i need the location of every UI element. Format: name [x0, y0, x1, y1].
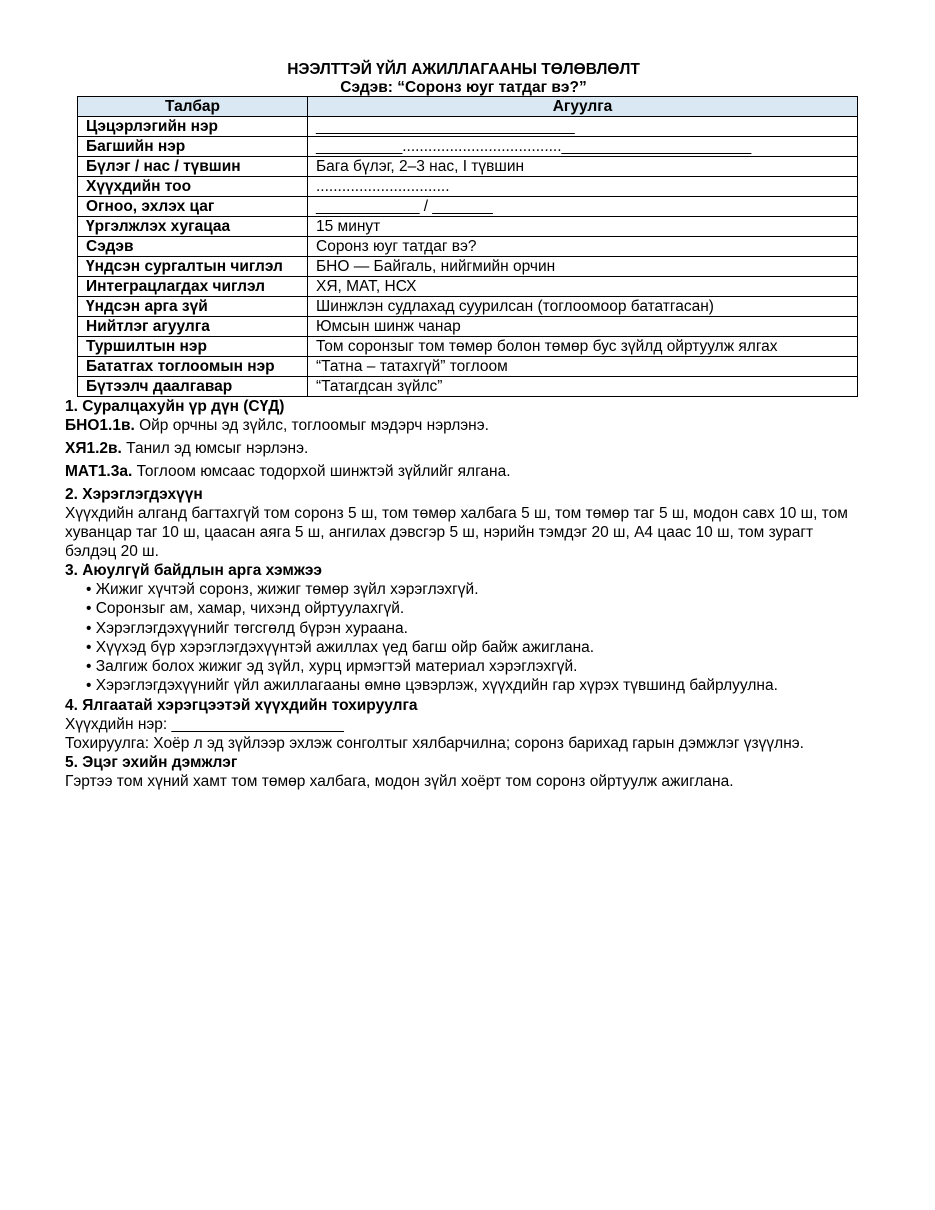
table-row	[78, 197, 858, 217]
field-label: Үндсэн сургалтын чиглэл	[78, 257, 308, 277]
outcome-item	[65, 439, 862, 458]
field-value: ХЯ, МАТ, НСХ	[308, 277, 858, 297]
outcome-item	[65, 462, 862, 481]
outcome-text: Танил эд юмсыг нэрлэнэ.	[121, 440, 309, 457]
outcome-item	[65, 416, 862, 435]
field-value: 15 минут	[308, 217, 858, 237]
materials-text: Хүүхдийн алганд багтахгүй том соронз 5 ш, том төмөр халбага 5 ш, том төмөр таг 5 ш, модон савх 10 ш, том хуванцар таг 10 ш, цаасан аяга 5 ш, ангилах дэвсгэр 5 ш, нэрийн тэмдэг 20 ш, А4 цаас 10 ш, том зурагт бэлдэц 20 ш.	[65, 505, 848, 560]
field-value: Соронз юуг татдаг вэ?	[308, 237, 858, 257]
list-item: • Залгиж болох жижиг эд зүйл, хурц ирмэгтэй материал хэрэглэхгүй.	[86, 658, 578, 676]
safety-list	[65, 580, 862, 696]
outcome-code: БНО1.1в.	[65, 417, 135, 434]
field-value: Бага бүлэг, 2–3 нас, I түвшин	[308, 157, 858, 177]
document-page	[65, 61, 862, 791]
field-label: Бүтээлч даалгавар	[78, 377, 308, 397]
field-label: Хүүхдийн тоо	[78, 177, 308, 197]
section-heading: 3. Аюулгүй байдлын арга хэмжээ	[65, 562, 322, 579]
field-label: Цэцэрлэгийн нэр	[78, 117, 308, 137]
field-label: Сэдэв	[78, 237, 308, 257]
list-item: • Жижиг хүчтэй соронз, жижиг төмөр зүйл хэрэглэхгүй.	[86, 581, 479, 598]
outcome-code: ХЯ1.2в.	[65, 440, 122, 457]
table-row	[78, 237, 858, 257]
field-label: Огноо, эхлэх цаг	[78, 197, 308, 217]
field-label: Бүлэг / нас / түвшин	[78, 157, 308, 177]
materials-section	[65, 485, 862, 561]
field-label: Туршилтын нэр	[78, 337, 308, 357]
field-value: БНО — Байгаль, нийгмийн орчин	[308, 257, 858, 277]
outcome-code: МАТ1.3а.	[65, 463, 133, 480]
outcome-text: Тоглоом юмсаас тодорхой шинжтэй зүйлийг ялгана.	[132, 463, 511, 480]
adjustment-text: Тохируулга: Хоёр л эд зүйлээр эхлэж сонголтыг хялбарчилна; соронз барихад гарын дэмжлэг үзүүлнэ.	[65, 734, 804, 752]
table-row	[78, 217, 858, 237]
section-heading: 4. Ялгаатай хэрэгцээтэй хүүхдийн тохируулга	[65, 696, 418, 714]
table-row	[78, 137, 858, 157]
table-row	[78, 257, 858, 277]
table-row	[78, 157, 858, 177]
table-row	[78, 277, 858, 297]
table-row	[78, 297, 858, 317]
document-title: НЭЭЛТТЭЙ ҮЙЛ АЖИЛЛАГААНЫ ТӨЛӨВЛӨЛТ	[287, 61, 640, 78]
table-row	[78, 377, 858, 397]
field-label: Үндсэн арга зүй	[78, 297, 308, 317]
column-header: Талбар	[78, 97, 308, 117]
list-item: • Хэрэглэгдэхүүнийг төгсгөлд бүрэн хураана.	[86, 619, 408, 637]
list-item: • Хүүхэд бүр хэрэглэгдэхүүнтэй ажиллах үед багш ойр байж ажиглана.	[86, 638, 595, 656]
outcome-text: Ойр орчны эд зүйлс, тоглоомыг мэдэрч нэрлэнэ.	[134, 417, 489, 434]
field-value: ______________________________	[308, 117, 858, 137]
table-header-row	[78, 97, 858, 117]
list-item: • Соронзыг ам, хамар, чихэнд ойртуулахгүй.	[86, 600, 405, 618]
section-heading: 2. Хэрэглэгдэхүүн	[65, 486, 203, 503]
learning-outcomes-section	[65, 397, 862, 481]
column-header: Агуулга	[308, 97, 858, 117]
child-name-line: Хүүхдийн нэр: ____________________	[65, 715, 344, 733]
safety-section	[65, 561, 862, 696]
field-value: __________.....................................______________________	[308, 137, 858, 157]
list-item: • Хэрэглэгдэхүүнийг үйл ажиллагааны өмнө цэвэрлэж, хүүхдийн гар хүрэх түвшинд байрлуулна.	[86, 677, 778, 695]
field-value: “Татна – татахгүй” тоглоом	[308, 357, 858, 377]
section-heading: 1. Суралцахуйн үр дүн (СҮД)	[65, 398, 285, 415]
table-row	[78, 337, 858, 357]
table-row	[78, 117, 858, 137]
field-label: Бататгах тоглоомын нэр	[78, 357, 308, 377]
parent-support-section	[65, 753, 862, 791]
plan-info-table	[77, 96, 858, 397]
field-label: Багшийн нэр	[78, 137, 308, 157]
field-value: ____________ / _______	[308, 197, 858, 217]
field-value: Юмсын шинж чанар	[308, 317, 858, 337]
parent-support-text: Гэртээ том хүний хамт том төмөр халбага, модон зүйл хоёрт том соронз ойртуулж ажиглана.	[65, 772, 734, 790]
field-label: Нийтлэг агуулга	[78, 317, 308, 337]
field-label: Үргэлжлэх хугацаа	[78, 217, 308, 237]
table-row	[78, 317, 858, 337]
table-row	[78, 357, 858, 377]
document-subtitle: Сэдэв: “Соронз юуг татдаг вэ?”	[340, 79, 587, 96]
section-heading: 5. Эцэг эхийн дэмжлэг	[65, 753, 238, 771]
field-label: Интеграцлагдах чиглэл	[78, 277, 308, 297]
special-needs-section	[65, 696, 862, 753]
table-row	[78, 177, 858, 197]
field-value: ...............................	[308, 177, 858, 197]
field-value: Шинжлэн судлахад суурилсан (тоглоомоор бататгасан)	[308, 297, 858, 317]
field-value: “Татагдсан зүйлс”	[308, 377, 858, 397]
field-value: Том соронзыг том төмөр болон төмөр бус зүйлд ойртуулж ялгах	[308, 337, 858, 357]
